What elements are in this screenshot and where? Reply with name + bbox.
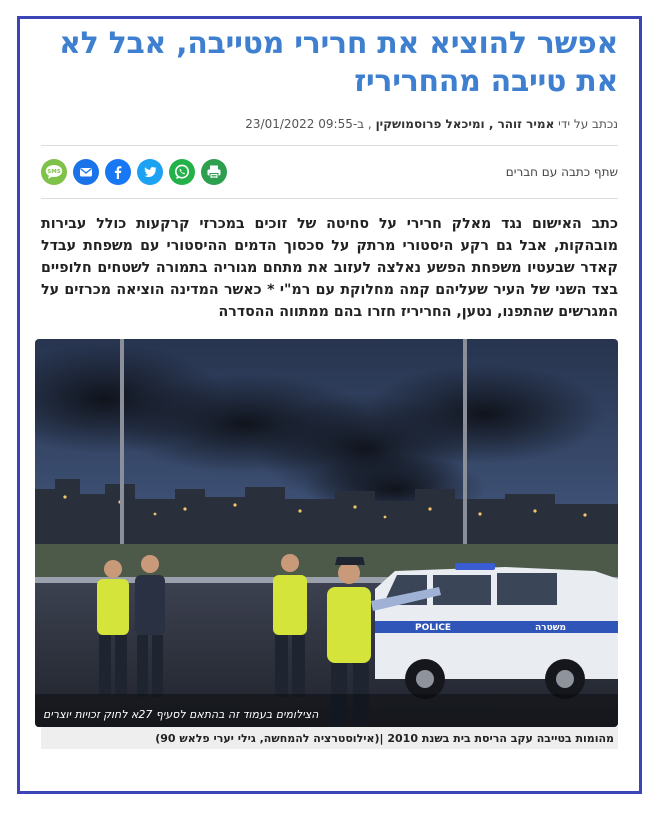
share-label: שתף כתבה עם חברים [505,165,618,179]
byline-prefix: נכתב על ידי [554,117,618,131]
police-van [375,563,618,699]
article-headline: אפשר להוציא את חרירי מטייבה, אבל לא את טייבה מהחריריז [59,26,618,99]
share-icons [41,159,227,185]
whatsapp-icon[interactable] [169,159,195,185]
article-lead: כתב האישום נגד מאלק חרירי על סחיטה של זוכים במכרזי קרקעות כולל עבירות מובהקות, אבל גם רקע היסטורי מרתק על סכסוך הדמים ההיסטורי עם משפחת עבדל קאדר שבעטיו משפחת הפשע נאלצה לעזוב את מתחם מגוריה בתמורה לשטחים חלופיים בצד השני של העיר שעליהם קמה מחלוקת עם רמ"י * כאשר המדינה הוציאה מכרזים על המגרשים שהתפנו, נטען, החריריז חזרו בהם ממתווה ההסדרה [41,216,618,320]
facebook-icon[interactable] [105,159,131,185]
van-police-text: POLICE [415,623,452,633]
twitter-icon[interactable] [137,159,163,185]
article-photo[interactable] [35,339,618,727]
email-icon[interactable] [73,159,99,185]
share-bar [41,146,618,198]
byline [41,115,618,133]
print-icon[interactable] [201,159,227,185]
riot-scene-image [35,339,618,727]
photo-credit: הצילומים בעמוד זה בהתאם לסעיף 27א לחוק זכויות יוצרים [43,708,319,721]
divider [41,198,618,199]
byline-datetime: 23/01/2022 09:55 [245,117,353,131]
article-card [17,16,642,794]
byline-authors[interactable]: אמיר זוהר , ומיכאל פרוסמושקין [375,117,555,131]
sms-icon[interactable] [41,159,67,185]
sms-icon-label: SMS [47,169,61,175]
photo-caption: מהומות בטייבה עקב הריסת בית בשנת 2010 |(אילוסטרציה להמחשה, גילי יערי פלאש 90) [41,727,618,749]
article-body [41,19,618,749]
van-hebrew-text: משטרה [535,623,567,633]
byline-date-prefix: , ב- [352,117,376,131]
